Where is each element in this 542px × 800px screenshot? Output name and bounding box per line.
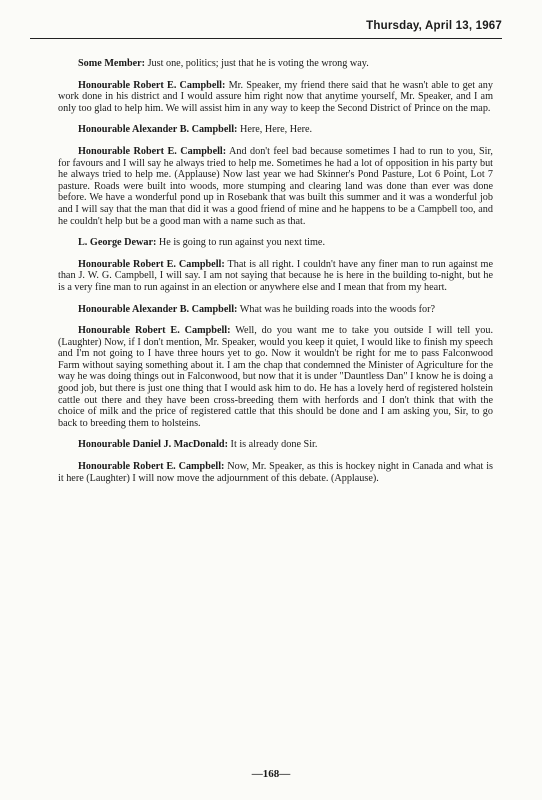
transcript-paragraph [58, 58, 493, 70]
transcript-paragraph [58, 304, 493, 316]
header-rule [30, 38, 502, 39]
speech-text: Mr. Speaker, my friend there said that he wasn't able to get any work done in his district and I would assure him right now that anytime yourself, Mr. Speaker, and I am only too glad to help him. We will assist him in any way to keep the Second District of Prince on the map. [58, 79, 493, 114]
speech-text: That is all right. I couldn't have any finer man to run against me than J. W. G. Campbell, I will say. I am not saying that because he is here in the building to-night, but he is a very fine man to run against in an election or anywhere else and I mean that from my heart. [58, 258, 493, 293]
transcript-paragraph [58, 146, 493, 227]
speaker-name: L. George Dewar: [78, 237, 157, 249]
speaker-name: Some Member: [78, 58, 146, 69]
speech-text: Just one, politics; just that he is voting the wrong way. [145, 58, 369, 69]
transcript-paragraph [58, 124, 493, 136]
speaker-name: Honourable Alexander B. Campbell: [78, 124, 238, 136]
transcript-paragraph [58, 439, 493, 451]
speaker-name: Honourable Robert E. Campbell: [78, 79, 226, 91]
speech-text: Well, do you want me to take you outside I will tell you. (Laughter) Now, if I don't mention, Mr. Speaker, would you keep it quiet, I would like to finish my speech and I'm not going to I have three hours yet to go. Now it wouldn't be right for me to pass Falconwood Farm without saying something about it. I am the chap that condemned the Minister of Agriculture for the way he was doing things out in Falconwood, but now that it is under "Dauntless Dan" I know he is doing a good job, but there is just one thing that I would ask him to do. He has a lovely herd of registered holstein cattle out there and they have been cross-breeding them with herfords and I don't think that with the choice of milk and the price of registered cattle that this should be done and I am asking you, Sir, to go back to breeding them to holsteins. [58, 325, 494, 429]
speaker-name: Honourable Robert E. Campbell: [78, 145, 227, 157]
speech-text: He is going to run against you next time. [156, 237, 325, 249]
speech-text: Now, Mr. Speaker, as this is hockey night in Canada and what is it here (Laughter) I will now move the adjournment of this debate. (Applause). [58, 461, 493, 484]
speaker-name: Honourable Robert E. Campbell: [78, 258, 225, 270]
transcript-paragraph [58, 259, 493, 294]
speech-text: And don't feel bad because sometimes I had to run to you, Sir, for favours and I will say he always tried to help me. Sometimes he had a lot of opposition in his party but he always tried to help me. (Applause) Now last year we had Skinner's Pond Pasture, Lot 6 Point, Lot 7 pasture. Roads were built into woods, more stumping and clearing land was done than ever was done before. We have a wonderful pond up in Rosebank that was built this summer and it was a wonderful job and I will say that the man that did it was a good friend of mine and he happens to be a Campbell too, and he couldn't help but be a good man with a name such as that. [58, 145, 493, 227]
page-number: —168— [251, 768, 291, 780]
speech-text: What was he building roads into the woods for? [237, 303, 436, 315]
speech-text: It is already done Sir. [228, 439, 318, 451]
speech-text: Here, Here, Here. [237, 124, 313, 136]
speaker-name: Honourable Alexander B. Campbell: [78, 303, 238, 315]
page-header-date: Thursday, April 13, 1967 [366, 20, 502, 32]
speaker-name: Honourable Robert E. Campbell: [78, 461, 225, 473]
transcript-paragraph [58, 80, 493, 115]
transcript-body [58, 58, 493, 494]
transcript-paragraph [58, 237, 493, 249]
transcript-paragraph [58, 325, 493, 429]
speaker-name: Honourable Daniel J. MacDonald: [78, 439, 228, 451]
transcript-paragraph [58, 461, 493, 484]
speaker-name: Honourable Robert E. Campbell: [78, 325, 231, 337]
